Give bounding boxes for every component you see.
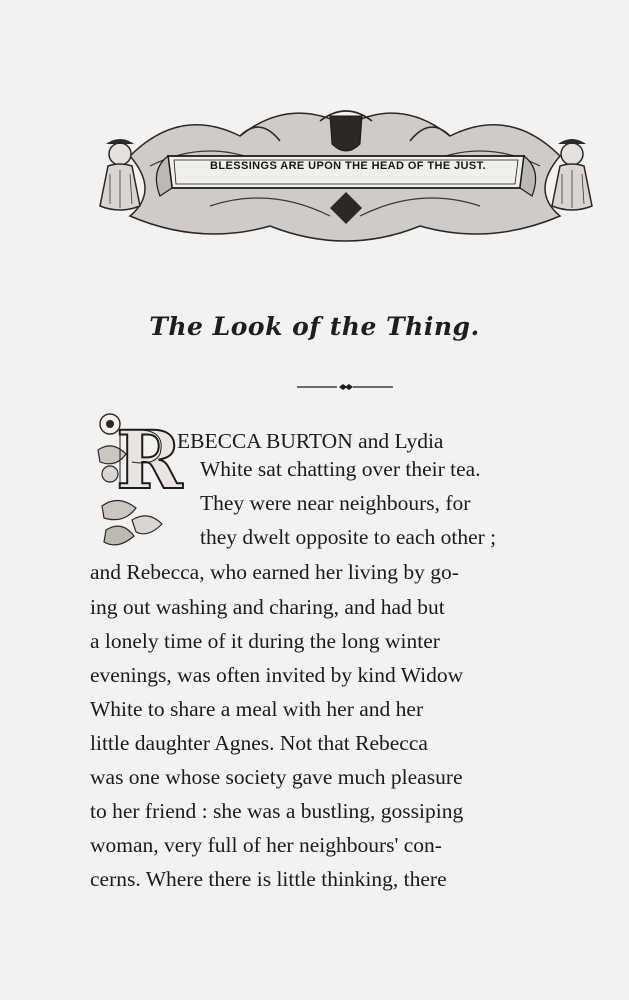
body-line-4 <box>200 524 598 550</box>
body-line-12 <box>90 798 598 824</box>
body-line-text: cerns. Where there is little thinking, there <box>90 867 447 891</box>
title-rule <box>297 383 393 391</box>
body-line-14 <box>90 866 598 892</box>
body-line-9 <box>90 696 598 722</box>
body-line-11 <box>90 764 598 790</box>
body-line-text: They were near neighbours, for <box>200 491 471 515</box>
body-line-2 <box>200 456 598 482</box>
body-line-3 <box>200 490 598 516</box>
body-line-10 <box>90 730 598 756</box>
body-line-text: ing out washing and charing, and had but <box>90 595 445 619</box>
body-line-text: and Rebecca, who earned her living by go- <box>90 560 459 584</box>
dropcap-letter: R <box>116 413 183 507</box>
body-line-13 <box>90 832 598 858</box>
body-line-text: woman, very full of her neighbours' con- <box>90 833 442 857</box>
body-line-text: evenings, was often invited by kind Widow <box>90 663 464 687</box>
headpiece-motto: BLESSINGS ARE UPON THE HEAD OF THE JUST. <box>210 160 486 172</box>
body-line-6 <box>90 594 598 620</box>
body-line-text: they dwelt opposite to each other ; <box>200 525 497 549</box>
ornamental-dropcap <box>96 410 183 558</box>
ornamental-headpiece <box>90 96 602 256</box>
body-line-text: little daughter Agnes. Not that Rebecca <box>90 731 428 755</box>
body-line-text: White to share a meal with her and her <box>90 697 424 721</box>
body-line-1 <box>177 428 598 454</box>
chapter-title: The Look of the Thing. <box>149 312 480 341</box>
body-line-text: to her friend : she was a bustling, gossiping <box>90 799 464 823</box>
body-line-text: was one whose society gave much pleasure <box>90 765 463 789</box>
body-line-5 <box>90 559 598 585</box>
body-line-8 <box>90 662 598 688</box>
body-line-text: White sat chatting over their tea. <box>200 457 481 481</box>
body-line-7 <box>90 628 598 654</box>
body-line-text: a lonely time of it during the long winter <box>90 629 440 653</box>
body-line-text: EBECCA BURTON and Lydia <box>177 429 444 453</box>
